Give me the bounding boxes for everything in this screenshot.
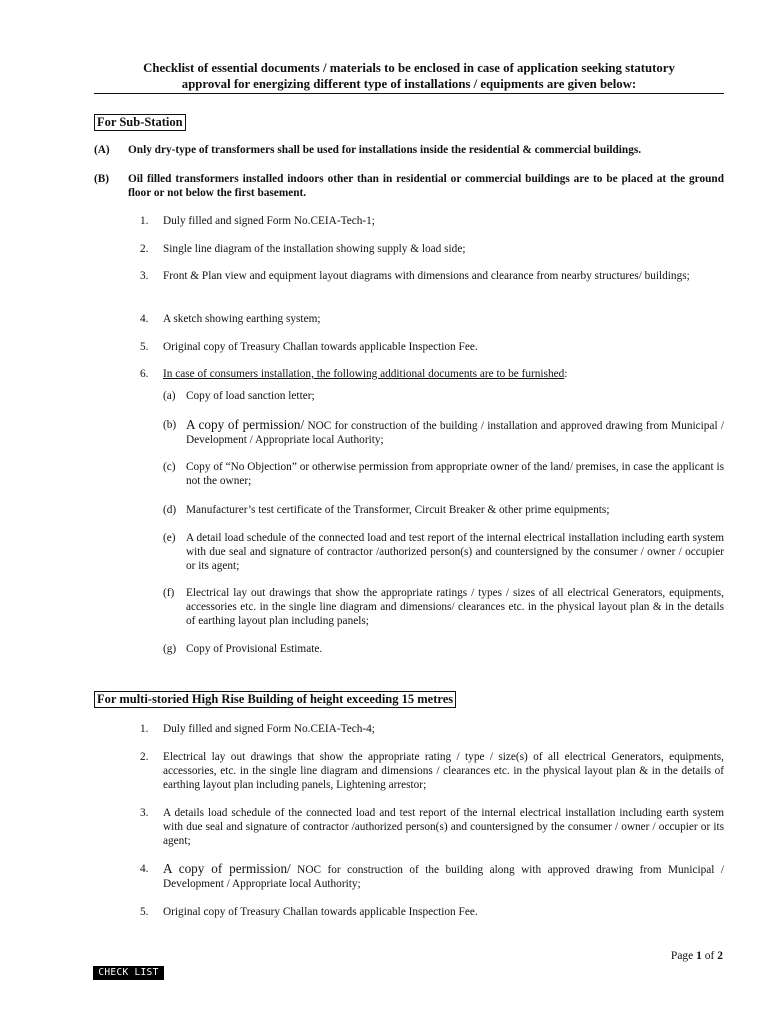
sub-item-text: Copy of Provisional Estimate. (186, 643, 323, 655)
page-of: of (701, 950, 718, 962)
page-total: 2 (717, 950, 723, 962)
page-word: Page (670, 950, 697, 962)
list-text (163, 862, 724, 891)
page-number (671, 949, 723, 963)
clause-b (94, 172, 724, 200)
sub-item-text: Copy of load sanction letter; (186, 390, 315, 402)
list-number: 1. (140, 723, 149, 735)
title-divider (94, 93, 724, 94)
list-text: Duly filled and signed Form No.CEIA-Tech-4; (163, 723, 375, 735)
list-text (163, 367, 724, 381)
page-current: 1 (696, 950, 702, 962)
sub-item-label: (a) (163, 390, 176, 402)
list-item (140, 367, 724, 381)
list-text: Original copy of Treasury Challan towards applicable Inspection Fee. (163, 906, 478, 918)
sub-item-text: Electrical lay out drawings that show the appropriate ratings / types / sizes of all electrical Generators, equipments, accessories etc. in the single line diagram and dimensions/ clearances etc. in the physical layout plan & in the details of earthing layout plan including panels; (186, 587, 724, 627)
list-text-tail: : (564, 368, 568, 380)
section-heading-substation: For Sub-Station (94, 114, 186, 131)
clause-a-text: Only dry-type of transformers shall be used for installations inside the residential & commercial buildings. (128, 144, 642, 156)
sub-item-body: NOC for construction of the building / installation and approved drawing from Municipal / Development / Appropriate local Authority; (186, 420, 724, 446)
list-number: 5. (140, 341, 149, 353)
list-text: Electrical lay out drawings that show the appropriate rating / type / size(s) of all electrical Generators, equipments, accessories, etc. in the single line diagram and dimensions / clearances etc. in the physical layout plan & in the details of earthing layout plan including panels, Lightening arrestor; (163, 751, 724, 791)
sub-item (163, 460, 724, 488)
clause-a-label: (A) (94, 144, 110, 156)
sub-item-text: Copy of “No Objection” or otherwise permission from appropriate owner of the land/ premises, in case the applicant is not the owner; (186, 461, 724, 487)
sub-item-label: (f) (163, 587, 175, 599)
list-item (140, 806, 724, 848)
list-text-body: NOC for construction of the building along with approved drawing from Municipal / Development / Appropriate local Authority; (163, 864, 724, 890)
list-number: 6. (140, 368, 149, 380)
list-item (140, 750, 724, 792)
list-number: 2. (140, 243, 149, 255)
sub-item-label: (g) (163, 643, 177, 655)
list-item (140, 905, 724, 919)
list-item (140, 722, 724, 736)
list-number: 4. (140, 313, 149, 325)
underlined-text: In case of consumers installation, the following additional documents are to be furnished (163, 368, 565, 380)
list-item (140, 340, 724, 354)
sub-item (163, 531, 724, 573)
clause-b-text: Oil filled transformers installed indoors other than in residential or commercial buildings are to be placed at the ground floor or not below the first basement. (128, 173, 724, 199)
list-text: Single line diagram of the installation showing supply & load side; (163, 243, 466, 255)
list-number: 4. (140, 863, 149, 875)
list-text: A sketch showing earthing system; (163, 313, 321, 325)
sub-item-text (186, 418, 724, 447)
list-text-lead: A copy of permission/ (163, 861, 291, 876)
clause-b-label: (B) (94, 173, 110, 185)
list-text: Duly filled and signed Form No.CEIA-Tech-1; (163, 215, 375, 227)
section-heading-high-rise: For multi-storied High Rise Building of height exceeding 15 metres (94, 691, 456, 708)
sub-item (163, 503, 724, 517)
title-line-1: Checklist of essential documents / materials to be enclosed in case of application seeking statutory (143, 61, 675, 75)
sub-item (163, 642, 724, 656)
list-item (140, 312, 724, 326)
clause-a (94, 143, 724, 157)
list-number: 3. (140, 270, 149, 282)
list-text: Front & Plan view and equipment layout diagrams with dimensions and clearance from nearby structures/ buildings; (163, 270, 690, 282)
list-item (140, 242, 724, 256)
list-item (140, 214, 724, 228)
list-number: 1. (140, 215, 149, 227)
list-number: 3. (140, 807, 149, 819)
list-number: 2. (140, 751, 149, 763)
sub-item (163, 418, 724, 447)
sub-item-label: (d) (163, 504, 177, 516)
title-line-2: approval for energizing different type of installations / equipments are given below: (181, 76, 637, 91)
list-text: A details load schedule of the connected load and test report of the internal electrical installation including earth system with due seal and signature of contractor /authorized person(s) and countersigned by the consumer / owner / occupier or its agent; (163, 807, 724, 847)
list-item (140, 862, 724, 891)
list-text: Original copy of Treasury Challan towards applicable Inspection Fee. (163, 341, 478, 353)
document-title (94, 61, 724, 92)
sub-item (163, 389, 724, 403)
sub-item-lead: A copy of permission/ (186, 417, 305, 432)
sub-item-label: (c) (163, 461, 176, 473)
sub-item (163, 586, 724, 628)
sub-item-text: Manufacturer’s test certificate of the Transformer, Circuit Breaker & other prime equipments; (186, 504, 610, 516)
sub-item-label: (e) (163, 532, 176, 544)
checklist-stamp: CHECK LIST (93, 966, 164, 980)
list-item (140, 269, 724, 283)
sub-item-label: (b) (163, 419, 177, 431)
list-number: 5. (140, 906, 149, 918)
sub-item-text: A detail load schedule of the connected load and test report of the internal electrical installation including earth system with due seal and signature of contractor /authorized person(s) and countersigned by the consumer / owner / occupier or its agent; (186, 532, 724, 572)
